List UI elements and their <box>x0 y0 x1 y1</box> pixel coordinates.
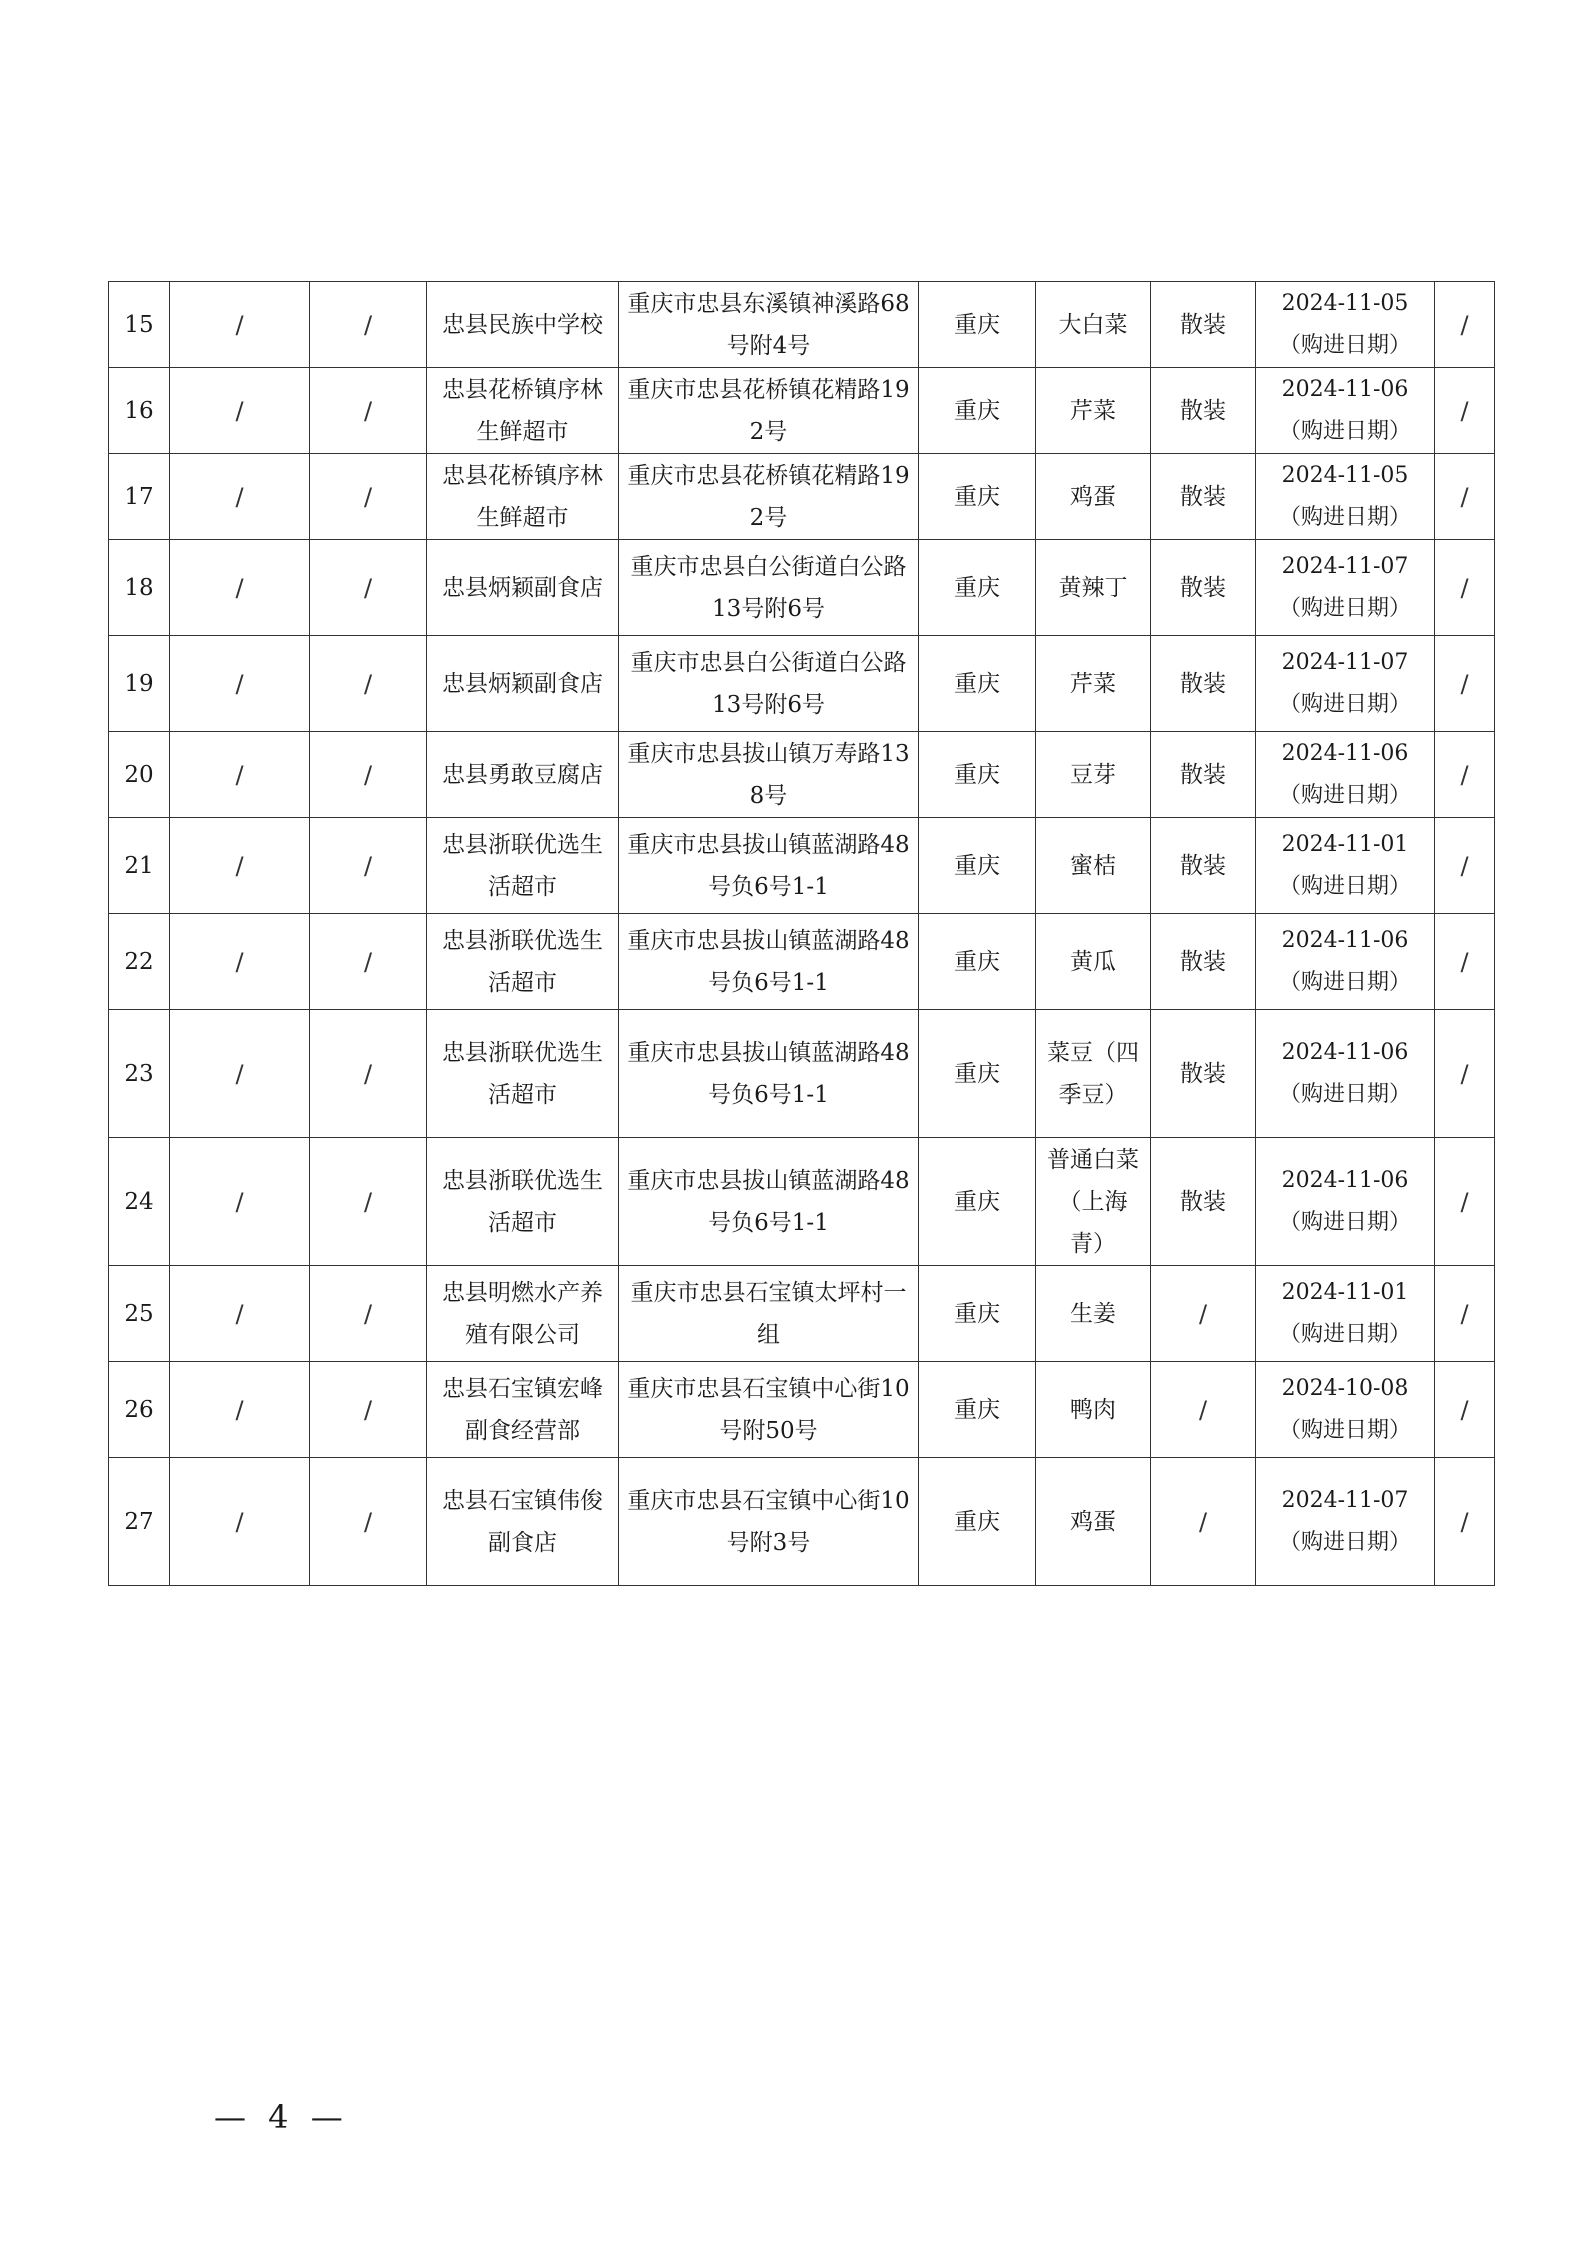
cell-serial-number <box>109 636 170 732</box>
date-value: 2024-11-06 <box>1281 1039 1409 1065</box>
cell-empty-marker <box>1435 1458 1495 1586</box>
cell-empty-marker-text: / <box>1460 1299 1469 1328</box>
cell-product-name-text: 生姜 <box>1070 1300 1116 1327</box>
date-note: （购进日期） <box>1278 873 1411 899</box>
cell-empty-marker <box>170 732 310 818</box>
cell-origin-text: 重庆 <box>954 670 1000 697</box>
cell-serial-number <box>109 818 170 914</box>
cell-packing <box>1151 540 1256 636</box>
cell-date <box>1256 282 1435 368</box>
cell-empty-marker <box>310 540 427 636</box>
cell-empty-marker <box>310 914 427 1010</box>
cell-serial-number <box>109 540 170 636</box>
cell-packing-text: / <box>1198 1395 1208 1424</box>
cell-serial-number <box>109 1010 170 1138</box>
table-row <box>109 914 1495 1010</box>
cell-empty-marker <box>170 914 310 1010</box>
cell-empty-marker <box>170 1362 310 1458</box>
cell-product-name-text: 鸡蛋 <box>1070 1508 1116 1535</box>
cell-empty-marker <box>310 636 427 732</box>
date-value: 2024-11-01 <box>1281 831 1409 857</box>
table-row <box>109 1138 1495 1266</box>
table-row <box>109 454 1495 540</box>
cell-date <box>1256 818 1435 914</box>
cell-serial-number <box>109 732 170 818</box>
cell-product-name-text: 大白菜 <box>1058 311 1128 338</box>
cell-unit-name-text: 忠县石宝镇伟俊副食店 <box>442 1487 603 1556</box>
cell-serial-number-text: 20 <box>124 761 154 788</box>
cell-serial-number <box>109 282 170 368</box>
cell-serial-number <box>109 1458 170 1586</box>
cell-empty-marker-text: / <box>235 310 244 339</box>
cell-origin-text: 重庆 <box>954 397 1000 424</box>
cell-origin-text: 重庆 <box>954 761 1000 788</box>
cell-empty-marker-text: / <box>363 1059 373 1088</box>
cell-empty-marker <box>1435 914 1495 1010</box>
date-value: 2024-11-06 <box>1281 1167 1409 1193</box>
cell-origin-text: 重庆 <box>954 311 1000 338</box>
date-note: （购进日期） <box>1278 418 1411 444</box>
cell-empty-marker-text: / <box>235 1507 244 1536</box>
cell-empty-marker <box>170 818 310 914</box>
cell-product-name <box>1036 454 1151 540</box>
cell-empty-marker <box>170 368 310 454</box>
date-value: 2024-11-06 <box>1281 740 1409 766</box>
table-row <box>109 282 1495 368</box>
cell-product-name <box>1036 732 1151 818</box>
cell-date <box>1256 1138 1435 1266</box>
cell-empty-marker <box>310 1362 427 1458</box>
cell-unit-name <box>427 454 619 540</box>
cell-unit-address <box>619 636 919 732</box>
cell-product-name <box>1036 1138 1151 1266</box>
cell-empty-marker <box>310 1138 427 1266</box>
cell-unit-address-text: 重庆市忠县拔山镇蓝湖路48号负6号1-1 <box>627 831 910 900</box>
cell-unit-name <box>427 732 619 818</box>
cell-serial-number-text: 23 <box>124 1060 154 1087</box>
cell-empty-marker-text: / <box>1460 310 1469 339</box>
date-note: （购进日期） <box>1278 1529 1411 1555</box>
cell-unit-address <box>619 1010 919 1138</box>
cell-packing-text: 散装 <box>1180 1060 1226 1087</box>
cell-product-name-text: 鸡蛋 <box>1070 483 1116 510</box>
cell-unit-address-text: 重庆市忠县花桥镇花精路192号 <box>627 462 910 531</box>
cell-unit-name <box>427 914 619 1010</box>
cell-packing-text: 散装 <box>1180 1188 1226 1215</box>
cell-empty-marker-text: / <box>235 1299 244 1328</box>
cell-unit-name-text: 忠县浙联优选生活超市 <box>442 1167 603 1236</box>
cell-empty-marker <box>1435 1010 1495 1138</box>
cell-empty-marker <box>1435 282 1495 368</box>
table-row <box>109 1010 1495 1138</box>
cell-origin-text: 重庆 <box>954 574 1000 601</box>
cell-packing-text: 散装 <box>1180 574 1226 601</box>
cell-empty-marker <box>310 1010 427 1138</box>
cell-origin <box>919 1362 1036 1458</box>
cell-date <box>1256 732 1435 818</box>
cell-origin <box>919 818 1036 914</box>
cell-empty-marker <box>310 818 427 914</box>
cell-unit-address-text: 重庆市忠县花桥镇花精路192号 <box>627 376 910 445</box>
cell-empty-marker <box>310 1458 427 1586</box>
cell-serial-number <box>109 1266 170 1362</box>
cell-product-name <box>1036 914 1151 1010</box>
cell-packing <box>1151 454 1256 540</box>
cell-packing <box>1151 1362 1256 1458</box>
cell-empty-marker <box>1435 818 1495 914</box>
cell-packing-text: 散装 <box>1180 483 1226 510</box>
date-note: （购进日期） <box>1278 1321 1411 1347</box>
cell-empty-marker-text: / <box>235 760 244 789</box>
cell-packing-text: 散装 <box>1180 311 1226 338</box>
cell-packing <box>1151 368 1256 454</box>
cell-empty-marker-text: / <box>363 669 373 698</box>
cell-packing-text: 散装 <box>1180 670 1226 697</box>
date-value: 2024-11-07 <box>1281 553 1409 579</box>
date-value: 2024-11-07 <box>1281 1487 1409 1513</box>
cell-unit-name-text: 忠县浙联优选生活超市 <box>442 927 603 996</box>
cell-serial-number-text: 21 <box>124 852 154 879</box>
cell-unit-name-text: 忠县石宝镇宏峰副食经营部 <box>442 1375 603 1444</box>
date-value: 2024-11-07 <box>1281 649 1409 675</box>
cell-product-name-text: 豆芽 <box>1070 761 1116 788</box>
cell-empty-marker <box>1435 1138 1495 1266</box>
table-row <box>109 368 1495 454</box>
table-row <box>109 1266 1495 1362</box>
date-value: 2024-11-05 <box>1281 462 1409 488</box>
cell-empty-marker-text: / <box>1460 851 1469 880</box>
cell-unit-address <box>619 454 919 540</box>
table-row <box>109 818 1495 914</box>
cell-unit-address <box>619 368 919 454</box>
cell-unit-address <box>619 732 919 818</box>
cell-empty-marker <box>170 540 310 636</box>
cell-empty-marker-text: / <box>363 1187 373 1216</box>
cell-empty-marker-text: / <box>235 1059 244 1088</box>
cell-empty-marker-text: / <box>1460 1395 1469 1424</box>
cell-origin <box>919 282 1036 368</box>
table-row <box>109 1458 1495 1586</box>
cell-empty-marker-text: / <box>1460 669 1469 698</box>
cell-serial-number-text: 19 <box>124 670 154 697</box>
cell-empty-marker-text: / <box>363 573 373 602</box>
cell-empty-marker-text: / <box>1460 760 1469 789</box>
cell-origin <box>919 368 1036 454</box>
cell-product-name <box>1036 1458 1151 1586</box>
date-note: （购进日期） <box>1278 504 1411 530</box>
cell-unit-address <box>619 1138 919 1266</box>
cell-origin-text: 重庆 <box>954 1508 1000 1535</box>
cell-empty-marker <box>170 1458 310 1586</box>
cell-origin-text: 重庆 <box>954 1060 1000 1087</box>
cell-unit-address-text: 重庆市忠县拔山镇万寿路138号 <box>627 740 910 809</box>
date-note: （购进日期） <box>1278 969 1411 995</box>
cell-product-name <box>1036 282 1151 368</box>
cell-unit-name <box>427 636 619 732</box>
page-number: — 4 — <box>214 2098 349 2136</box>
cell-product-name <box>1036 818 1151 914</box>
cell-date <box>1256 1362 1435 1458</box>
cell-origin <box>919 1266 1036 1362</box>
cell-packing <box>1151 818 1256 914</box>
cell-date <box>1256 1266 1435 1362</box>
date-note: （购进日期） <box>1278 691 1411 717</box>
cell-unit-address <box>619 282 919 368</box>
cell-serial-number-text: 26 <box>124 1396 154 1423</box>
cell-origin <box>919 1458 1036 1586</box>
table-row <box>109 1362 1495 1458</box>
cell-empty-marker-text: / <box>1460 396 1469 425</box>
cell-unit-name-text: 忠县浙联优选生活超市 <box>442 831 603 900</box>
cell-empty-marker-text: / <box>235 482 244 511</box>
cell-date <box>1256 914 1435 1010</box>
date-value: 2024-11-06 <box>1281 927 1409 953</box>
cell-origin <box>919 1138 1036 1266</box>
date-value: 2024-11-01 <box>1281 1279 1409 1305</box>
date-note: （购进日期） <box>1278 595 1411 621</box>
cell-origin-text: 重庆 <box>954 1300 1000 1327</box>
cell-unit-name <box>427 818 619 914</box>
cell-empty-marker-text: / <box>235 396 244 425</box>
cell-empty-marker-text: / <box>235 669 244 698</box>
cell-product-name-text: 黄瓜 <box>1070 948 1116 975</box>
cell-product-name <box>1036 368 1151 454</box>
cell-empty-marker-text: / <box>1460 1059 1469 1088</box>
cell-date <box>1256 368 1435 454</box>
cell-unit-address <box>619 1458 919 1586</box>
cell-empty-marker-text: / <box>235 1187 244 1216</box>
cell-unit-name <box>427 1362 619 1458</box>
cell-serial-number-text: 25 <box>124 1300 154 1327</box>
date-value: 2024-11-06 <box>1281 376 1409 402</box>
cell-empty-marker-text: / <box>363 396 373 425</box>
cell-empty-marker <box>310 282 427 368</box>
date-note: （购进日期） <box>1278 1209 1411 1235</box>
cell-unit-address-text: 重庆市忠县拔山镇蓝湖路48号负6号1-1 <box>627 1039 910 1108</box>
cell-date <box>1256 1458 1435 1586</box>
cell-packing <box>1151 1010 1256 1138</box>
cell-product-name-text: 普通白菜（上海青） <box>1047 1146 1139 1257</box>
cell-unit-name-text: 忠县花桥镇序林生鲜超市 <box>442 376 603 445</box>
cell-packing-text: 散装 <box>1180 852 1226 879</box>
cell-unit-name-text: 忠县民族中学校 <box>442 311 603 338</box>
cell-unit-address-text: 重庆市忠县白公街道白公路13号附6号 <box>630 649 907 718</box>
cell-empty-marker-text: / <box>363 1299 373 1328</box>
cell-unit-name-text: 忠县明燃水产养殖有限公司 <box>442 1279 603 1348</box>
cell-unit-name-text: 忠县炳颖副食店 <box>442 670 603 697</box>
cell-origin-text: 重庆 <box>954 948 1000 975</box>
table-body <box>109 282 1495 1586</box>
cell-unit-address <box>619 1362 919 1458</box>
cell-empty-marker <box>310 1266 427 1362</box>
cell-packing <box>1151 1266 1256 1362</box>
cell-empty-marker-text: / <box>363 947 373 976</box>
cell-serial-number <box>109 1138 170 1266</box>
cell-empty-marker-text: / <box>1460 947 1469 976</box>
cell-serial-number-text: 24 <box>124 1188 154 1215</box>
cell-packing-text: / <box>1198 1299 1208 1328</box>
cell-empty-marker-text: / <box>363 1507 373 1536</box>
cell-empty-marker-text: / <box>1460 1187 1469 1216</box>
cell-origin <box>919 454 1036 540</box>
cell-unit-address-text: 重庆市忠县白公街道白公路13号附6号 <box>630 553 907 622</box>
cell-empty-marker-text: / <box>363 851 373 880</box>
cell-serial-number <box>109 454 170 540</box>
cell-empty-marker-text: / <box>235 573 244 602</box>
cell-packing <box>1151 914 1256 1010</box>
cell-unit-name-text: 忠县炳颖副食店 <box>442 574 603 601</box>
cell-product-name <box>1036 1266 1151 1362</box>
cell-empty-marker <box>310 732 427 818</box>
cell-empty-marker <box>1435 1362 1495 1458</box>
cell-product-name <box>1036 636 1151 732</box>
cell-serial-number-text: 16 <box>124 397 154 424</box>
cell-empty-marker <box>170 636 310 732</box>
cell-date <box>1256 540 1435 636</box>
cell-product-name-text: 黄辣丁 <box>1058 574 1128 601</box>
cell-packing-text: 散装 <box>1180 397 1226 424</box>
cell-empty-marker-text: / <box>363 482 373 511</box>
cell-unit-address-text: 重庆市忠县石宝镇太坪村一组 <box>630 1279 907 1348</box>
cell-origin <box>919 636 1036 732</box>
cell-serial-number <box>109 1362 170 1458</box>
date-value: 2024-10-08 <box>1281 1375 1409 1401</box>
cell-origin-text: 重庆 <box>954 852 1000 879</box>
cell-product-name-text: 鸭肉 <box>1070 1396 1116 1423</box>
cell-unit-name <box>427 368 619 454</box>
cell-unit-name-text: 忠县勇敢豆腐店 <box>442 761 603 788</box>
cell-unit-address <box>619 1266 919 1362</box>
cell-packing <box>1151 636 1256 732</box>
cell-empty-marker <box>1435 454 1495 540</box>
cell-empty-marker-text: / <box>235 1395 244 1424</box>
cell-unit-name <box>427 540 619 636</box>
cell-origin <box>919 1010 1036 1138</box>
cell-serial-number-text: 15 <box>124 311 154 338</box>
cell-unit-address <box>619 818 919 914</box>
cell-unit-address-text: 重庆市忠县石宝镇中心街10号附50号 <box>627 1375 910 1444</box>
cell-empty-marker-text: / <box>363 760 373 789</box>
cell-serial-number <box>109 368 170 454</box>
cell-empty-marker <box>170 1138 310 1266</box>
cell-unit-address-text: 重庆市忠县石宝镇中心街10号附3号 <box>627 1487 910 1556</box>
cell-empty-marker <box>170 1266 310 1362</box>
cell-packing <box>1151 1138 1256 1266</box>
sampling-table <box>108 281 1495 1586</box>
cell-empty-marker-text: / <box>363 1395 373 1424</box>
table-row <box>109 636 1495 732</box>
cell-packing <box>1151 732 1256 818</box>
cell-product-name <box>1036 540 1151 636</box>
cell-packing-text: / <box>1198 1507 1208 1536</box>
cell-unit-name <box>427 1010 619 1138</box>
cell-origin <box>919 732 1036 818</box>
cell-unit-name-text: 忠县花桥镇序林生鲜超市 <box>442 462 603 531</box>
cell-empty-marker <box>1435 1266 1495 1362</box>
cell-product-name-text: 芹菜 <box>1070 670 1116 697</box>
cell-serial-number-text: 27 <box>124 1508 154 1535</box>
cell-empty-marker <box>1435 540 1495 636</box>
cell-serial-number <box>109 914 170 1010</box>
date-value: 2024-11-05 <box>1281 290 1409 316</box>
cell-empty-marker <box>170 1010 310 1138</box>
cell-serial-number-text: 18 <box>124 574 154 601</box>
cell-empty-marker-text: / <box>1460 573 1469 602</box>
cell-date <box>1256 454 1435 540</box>
cell-unit-name <box>427 282 619 368</box>
cell-unit-address-text: 重庆市忠县拔山镇蓝湖路48号负6号1-1 <box>627 1167 910 1236</box>
cell-product-name <box>1036 1362 1151 1458</box>
cell-packing-text: 散装 <box>1180 948 1226 975</box>
table-row <box>109 540 1495 636</box>
date-note: （购进日期） <box>1278 1417 1411 1443</box>
cell-product-name-text: 蜜桔 <box>1070 852 1116 879</box>
cell-product-name-text: 芹菜 <box>1070 397 1116 424</box>
cell-packing <box>1151 282 1256 368</box>
table-row <box>109 732 1495 818</box>
date-note: （购进日期） <box>1278 332 1411 358</box>
cell-empty-marker <box>1435 636 1495 732</box>
cell-origin-text: 重庆 <box>954 1396 1000 1423</box>
cell-unit-name <box>427 1458 619 1586</box>
cell-origin <box>919 914 1036 1010</box>
cell-empty-marker-text: / <box>363 310 373 339</box>
cell-date <box>1256 1010 1435 1138</box>
cell-packing <box>1151 1458 1256 1586</box>
cell-packing-text: 散装 <box>1180 761 1226 788</box>
cell-unit-name-text: 忠县浙联优选生活超市 <box>442 1039 603 1108</box>
cell-empty-marker-text: / <box>235 851 244 880</box>
cell-date <box>1256 636 1435 732</box>
cell-empty-marker <box>310 368 427 454</box>
cell-origin-text: 重庆 <box>954 483 1000 510</box>
cell-product-name <box>1036 1010 1151 1138</box>
cell-unit-address-text: 重庆市忠县东溪镇神溪路68号附4号 <box>627 290 910 359</box>
cell-origin-text: 重庆 <box>954 1188 1000 1215</box>
cell-unit-name <box>427 1138 619 1266</box>
cell-empty-marker <box>310 454 427 540</box>
cell-empty-marker <box>170 282 310 368</box>
cell-unit-name <box>427 1266 619 1362</box>
cell-serial-number-text: 17 <box>124 483 154 510</box>
date-note: （购进日期） <box>1278 782 1411 808</box>
cell-empty-marker <box>170 454 310 540</box>
cell-empty-marker-text: / <box>1460 1507 1469 1536</box>
cell-origin <box>919 540 1036 636</box>
cell-empty-marker-text: / <box>1460 482 1469 511</box>
cell-unit-address <box>619 914 919 1010</box>
cell-empty-marker-text: / <box>235 947 244 976</box>
cell-empty-marker <box>1435 368 1495 454</box>
cell-product-name-text: 菜豆（四季豆） <box>1047 1039 1139 1108</box>
cell-serial-number-text: 22 <box>124 948 154 975</box>
date-note: （购进日期） <box>1278 1081 1411 1107</box>
cell-empty-marker <box>1435 732 1495 818</box>
cell-unit-address-text: 重庆市忠县拔山镇蓝湖路48号负6号1-1 <box>627 927 910 996</box>
cell-unit-address <box>619 540 919 636</box>
